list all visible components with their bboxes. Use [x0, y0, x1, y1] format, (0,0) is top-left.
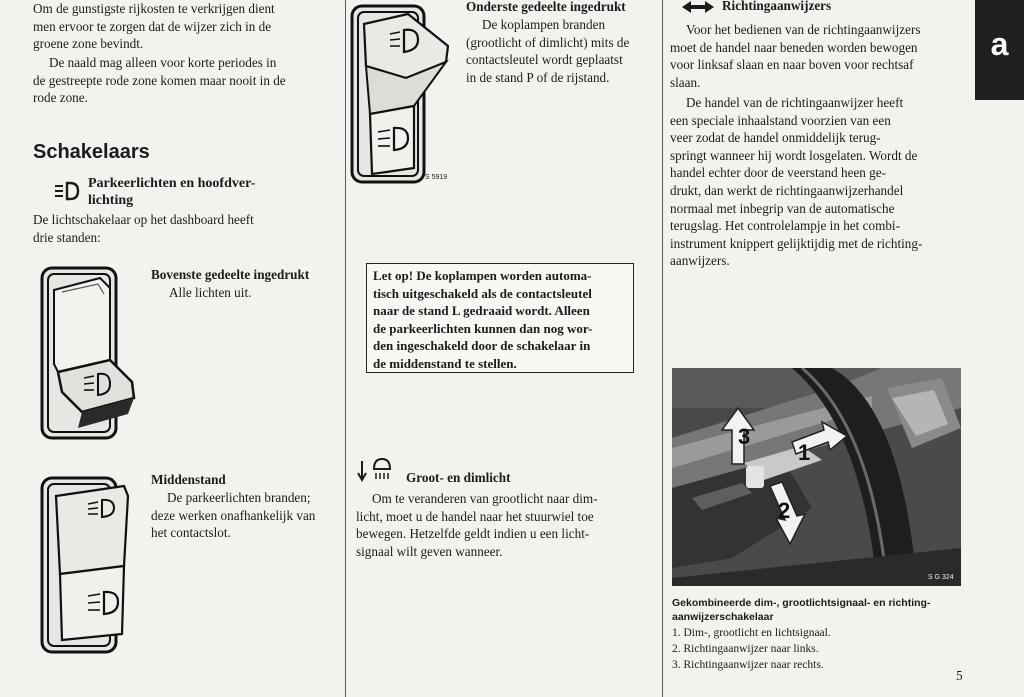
- text-line: aanwijzerschakelaar: [672, 611, 774, 623]
- text-line: voor linksaf slaan en naar boven voor rechtsaf: [670, 57, 914, 73]
- switch-bottom-pressed-illustration: [348, 2, 454, 186]
- section-title: Schakelaars: [33, 141, 150, 163]
- text-line: Om te veranderen van grootlicht naar dim-: [372, 491, 598, 506]
- photo-label: S G 324: [928, 574, 954, 581]
- text-line: handel echter door de veerstand heen ge-: [670, 165, 887, 181]
- pos-bottom-text: [466, 16, 658, 86]
- list-item: 2. Richtingaanwijzer naar links.: [672, 643, 819, 655]
- text-line: Parkeerlichten en hoofdver-: [88, 176, 256, 191]
- beam-switch-icon: [356, 455, 394, 483]
- photo-caption-title: [672, 596, 962, 624]
- pos-mid-title: Middenstand: [151, 472, 226, 487]
- list-item: 3. Richtingaanwijzer naar rechts.: [672, 659, 824, 671]
- text-line: aanwijzers.: [670, 253, 730, 269]
- page-number: 5: [956, 668, 963, 683]
- text-line: Om de gunstigste rijkosten te verkrijgen dient: [33, 1, 275, 16]
- arrow-label-2: 2: [778, 498, 791, 523]
- steering-stalk-photo: [672, 368, 961, 586]
- text-line: slaan.: [670, 74, 701, 90]
- beam-title: Groot- en dimlicht: [406, 470, 511, 485]
- text-line: drukt, dan werkt de richtingaanwijzerhandel: [670, 182, 904, 198]
- arrow-label-1: 1: [798, 440, 811, 465]
- text-line: het contactslot.: [151, 525, 231, 541]
- image-label: S 5919: [425, 174, 448, 181]
- text-line: de parkeerlichten kunnen dan nog wor-: [373, 320, 593, 336]
- pos-top-text: Alle lichten uit.: [169, 285, 252, 300]
- text-line: in de stand P of de rijstand.: [466, 69, 610, 85]
- text-line: veer zodat de handel onmiddelijk terug-: [670, 130, 881, 146]
- text-line: bewegen. Hetzelfde geldt indien u een licht-: [356, 526, 590, 542]
- column-divider-right: [662, 0, 663, 697]
- text-line: moet de handel naar beneden worden bewogen: [670, 39, 918, 55]
- text-line: terugslag. Het controlelampje in het combi-: [670, 218, 900, 234]
- list-item: 1. Dim-, grootlicht en lichtsignaal.: [672, 627, 831, 639]
- text-line: Voor het bedienen van de richtingaanwijzers: [686, 22, 921, 37]
- arrow-label-3: 3: [738, 424, 751, 449]
- parking-light-icon: [54, 181, 80, 201]
- text-line: De handel van de richtingaanwijzer heeft: [686, 95, 904, 110]
- text-line: men ervoor te zorgen dat de wijzer zich in de: [33, 18, 272, 34]
- text-line: drie standen:: [33, 229, 101, 245]
- text-line: Let op! De koplampen worden automa-: [373, 268, 592, 283]
- text-line: De parkeerlichten branden;: [167, 490, 311, 505]
- turn-title: Richtingaanwijzers: [722, 0, 832, 13]
- turn-signal-icon: [682, 0, 714, 14]
- section-tab: a: [975, 0, 1024, 100]
- text-line: deze werken onafhankelijk van: [151, 507, 316, 523]
- text-line: de middenstand te stellen.: [373, 355, 517, 371]
- text-line: een speciale inhaalstand voorzien van een: [670, 112, 891, 128]
- turn-paragraph-1: [670, 21, 968, 91]
- pos-mid-text: [151, 489, 341, 542]
- text-line: tisch uitgeschakeld als de contactsleutel: [373, 285, 592, 301]
- subheading-parking: [88, 175, 328, 209]
- text-line: springt wanneer hij wordt losgelaten. Wordt de: [670, 147, 918, 163]
- text-line: licht, moet u de handel naar het stuurwiel toe: [356, 508, 594, 524]
- intro-paragraph-2: [33, 54, 333, 107]
- text-line: lichting: [88, 193, 134, 208]
- warning-box: [366, 263, 634, 373]
- intro-paragraph: [33, 0, 333, 53]
- text-line: groene zone bevindt.: [33, 36, 144, 52]
- text-line: De lichtschakelaar op het dashboard heeft: [33, 212, 254, 227]
- text-line: De naald mag alleen voor korte periodes in: [49, 55, 277, 70]
- text-line: Gekombineerde dim-, grootlichtsignaal- en richting-: [672, 597, 931, 609]
- beam-text: [356, 490, 646, 560]
- text-line: De koplampen branden: [482, 17, 606, 32]
- text-line: den ingeschakeld door de schakelaar in: [373, 338, 591, 354]
- text-line: instrument knippert gelijktijdig met de richting-: [670, 235, 923, 251]
- photo-caption-list: [672, 625, 962, 673]
- text-line: contactsleutel wordt geplaatst: [466, 52, 623, 68]
- lead-paragraph: [33, 211, 333, 246]
- switch-middle-illustration: [38, 474, 138, 658]
- text-line: rode zone.: [33, 90, 88, 106]
- text-line: de gestreepte rode zone komen maar nooit in de: [33, 72, 286, 88]
- turn-paragraph-2: [670, 94, 968, 270]
- column-divider-left: [345, 0, 346, 697]
- pos-top-title: Bovenste gedeelte ingedrukt: [151, 267, 310, 282]
- text-line: (grootlicht of dimlicht) mits de: [466, 34, 630, 50]
- text-line: signaal wilt geven wanneer.: [356, 543, 503, 559]
- switch-top-pressed-illustration: [38, 264, 138, 444]
- text-line: normaal met inbegrip van de automatische: [670, 200, 895, 216]
- text-line: naar de stand L gedraaid wordt. Alleen: [373, 303, 590, 319]
- pos-bottom-title: Onderste gedeelte ingedrukt: [466, 0, 626, 14]
